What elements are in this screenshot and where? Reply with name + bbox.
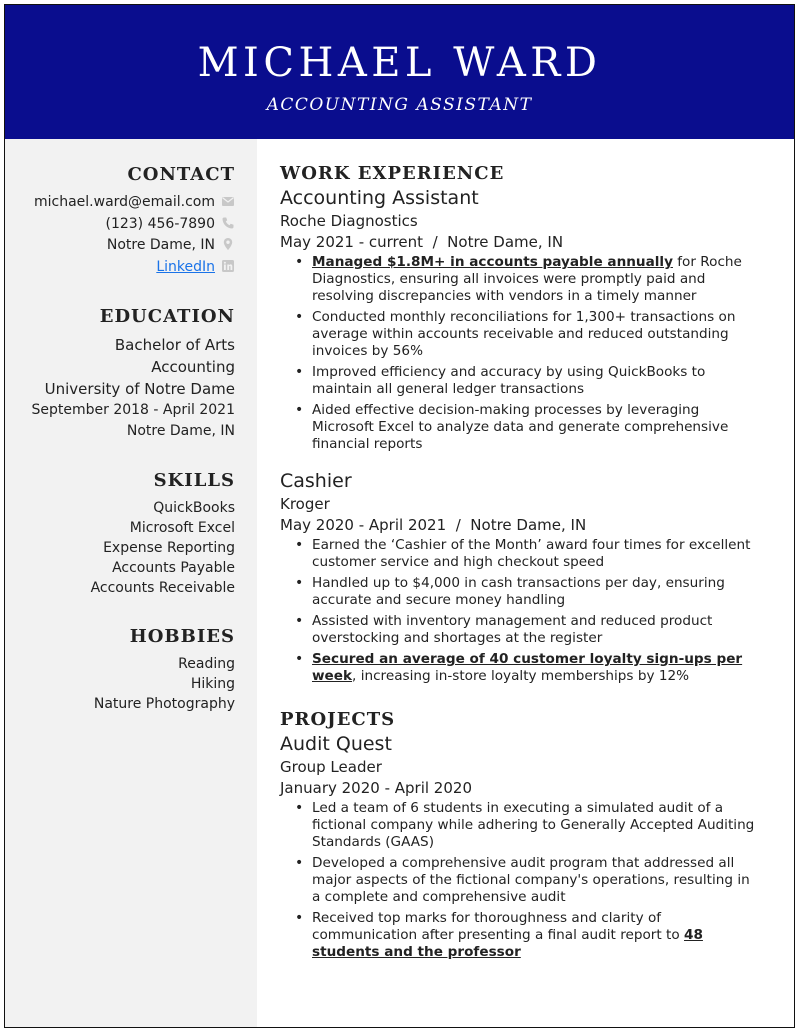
bullet-text: Aided effective decision-making processes by leveraging Microsoft Excel to analyze data and generate comprehensive financial reports xyxy=(312,402,729,452)
work-experience-heading: WORK EXPERIENCE xyxy=(280,163,505,184)
project-role: Group Leader xyxy=(280,758,382,776)
bullet-text: , increasing in-store loyalty memberships by 12% xyxy=(352,668,690,684)
contact-email-row xyxy=(25,192,235,214)
bullet-text: for Roche Diagnostics, ensuring all invoices were promptly paid and resolving discrepancies with vendors in a timely manner xyxy=(312,254,742,304)
contact-email[interactable]: michael.ward@email.com xyxy=(33,194,215,210)
skill-item: Expense Reporting xyxy=(103,540,235,556)
skills-heading: SKILLS xyxy=(153,470,235,491)
skill-item: Microsoft Excel xyxy=(129,520,235,536)
contact-phone-row xyxy=(25,214,235,236)
bullet-item xyxy=(294,537,760,571)
education-section xyxy=(25,306,235,442)
bullet-text: Handled up to $4,000 in cash transactions per day, ensuring accurate and secure money handling xyxy=(312,575,725,608)
bullet-item xyxy=(294,613,760,647)
job-bullets xyxy=(294,254,760,453)
project-bullets xyxy=(294,800,760,961)
job-title: Accounting Assistant xyxy=(280,187,479,209)
skill-item: QuickBooks xyxy=(153,500,235,516)
education-field: Accounting xyxy=(151,358,235,376)
job-location: Notre Dame, IN xyxy=(470,516,587,534)
contact-location-row xyxy=(25,235,235,257)
job-dates: May 2020 - April 2021 xyxy=(280,516,447,534)
bullet-item xyxy=(294,651,760,685)
sidebar xyxy=(5,139,257,1028)
resume-header xyxy=(5,5,794,139)
education-degree: Bachelor of Arts xyxy=(114,336,235,354)
skill-item: Accounts Receivable xyxy=(90,580,235,596)
bullet-text: Earned the ‘Cashier of the Month’ award four times for excellent customer service and high checkout speed xyxy=(312,537,751,570)
contact-section xyxy=(25,164,235,278)
education-school: University of Notre Dame xyxy=(44,380,235,398)
bullet-item xyxy=(294,254,760,305)
bullet-item xyxy=(294,855,760,906)
hobbies-section xyxy=(25,626,235,714)
job-entry xyxy=(280,469,760,685)
bullet-text: Conducted monthly reconciliations for 1,300+ transactions on average within accounts receivable and reduced outstanding invoices by 56% xyxy=(312,309,736,359)
bullet-text: Led a team of 6 students in executing a simulated audit of a fictional company while adhering to Generally Accepted Auditing Standards (GAAS) xyxy=(312,800,755,850)
bullet-highlight: Managed $1.8M+ in accounts payable annually xyxy=(312,254,673,270)
candidate-name: MICHAEL WARD xyxy=(197,40,602,86)
job-meta xyxy=(280,232,760,253)
job-entry xyxy=(280,186,760,453)
bullet-item xyxy=(294,800,760,851)
hobby-item: Hiking xyxy=(190,676,235,692)
skills-section xyxy=(25,470,235,598)
location-pin-icon xyxy=(221,237,235,251)
linkedin-icon xyxy=(221,259,235,273)
job-title: Cashier xyxy=(280,470,352,492)
project-title: Audit Quest xyxy=(280,733,392,755)
education-dates: September 2018 - April 2021 xyxy=(31,402,235,418)
hobbies-heading: HOBBIES xyxy=(129,626,235,647)
job-separator: / xyxy=(432,233,438,251)
job-separator: / xyxy=(455,516,461,534)
bullet-text: Assisted with inventory management and reduced product overstocking and shortages at the register xyxy=(312,613,713,646)
project-entry xyxy=(280,732,760,961)
job-bullets xyxy=(294,537,760,685)
contact-heading: CONTACT xyxy=(127,164,235,185)
bullet-text: Improved efficiency and accuracy by using QuickBooks to maintain all general ledger transactions xyxy=(312,364,706,397)
education-location: Notre Dame, IN xyxy=(126,423,235,439)
job-company: Kroger xyxy=(280,495,330,513)
bullet-highlight: 48 students and the professor xyxy=(312,927,703,960)
contact-phone: (123) 456-7890 xyxy=(105,215,215,232)
bullet-item xyxy=(294,910,760,961)
bullet-text: Received top marks for thoroughness and clarity of communication after presenting a final audit report to xyxy=(312,910,685,943)
linkedin-link[interactable]: LinkedIn xyxy=(156,258,215,275)
phone-icon xyxy=(221,216,235,230)
job-company: Roche Diagnostics xyxy=(280,212,418,230)
main-content xyxy=(280,139,760,977)
education-heading: EDUCATION xyxy=(99,306,235,327)
bullet-text: Developed a comprehensive audit program that addressed all major aspects of the fictional company's operations, resulting in a complete and comprehensive audit xyxy=(312,855,750,905)
job-meta xyxy=(280,515,760,536)
bullet-highlight: Secured an average of 40 customer loyalty sign-ups per week xyxy=(312,651,743,684)
bullet-item xyxy=(294,402,760,453)
contact-linkedin-row xyxy=(25,257,235,279)
candidate-role: ACCOUNTING ASSISTANT xyxy=(266,95,533,115)
resume-page xyxy=(4,4,795,1028)
skill-item: Accounts Payable xyxy=(112,560,235,576)
project-dates: January 2020 - April 2020 xyxy=(280,779,472,797)
bullet-item xyxy=(294,575,760,609)
bullet-item xyxy=(294,309,760,360)
job-dates: May 2021 - current xyxy=(280,233,424,251)
contact-location: Notre Dame, IN xyxy=(106,237,215,253)
hobby-item: Nature Photography xyxy=(93,696,235,712)
bullet-item xyxy=(294,364,760,398)
projects-heading: PROJECTS xyxy=(280,709,396,730)
job-location: Notre Dame, IN xyxy=(447,233,564,251)
hobby-item: Reading xyxy=(178,656,235,672)
envelope-icon xyxy=(221,194,235,208)
